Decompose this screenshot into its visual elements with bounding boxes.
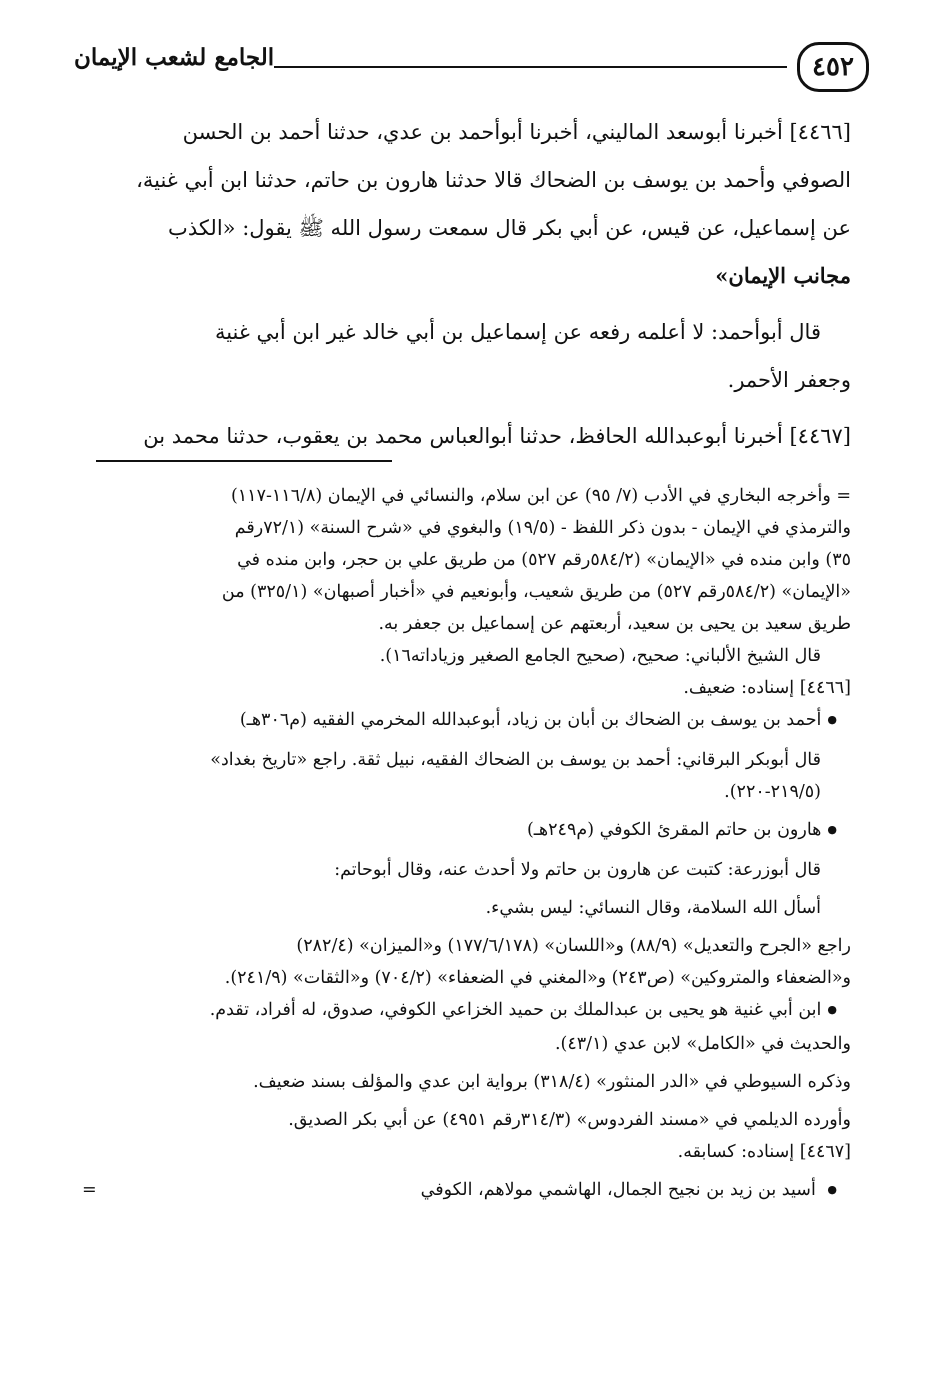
narrator-4-text: أسيد بن زيد بن نجيح الجمال، الهاشمي مولاهم، الكوفي	[420, 1180, 816, 1200]
footnote-separator	[96, 460, 392, 462]
takhrij-line-5: طريق سعيد بن يحيى بن سعيد، أربعتهم عن إسماعيل بن جعفر به.	[378, 614, 851, 634]
narrator-3-note-1: والحديث في «الكامل» لابن عدي (٤٣/١).	[554, 1034, 851, 1054]
comment-line-1: قال أبوأحمد: لا أعلمه رفعه عن إسماعيل بن أبي خالد غير ابن أبي غنية	[214, 320, 821, 344]
page-header	[74, 38, 869, 98]
isnad-4467: [٤٤٦٧] إسناده: كسابقه.	[677, 1142, 851, 1162]
comment-line-2: وجعفر الأحمر.	[727, 368, 851, 392]
hadith-4466-line-3: عن إسماعيل، عن قيس، عن أبي بكر قال سمعت رسول الله ﷺ يقول: «الكذب	[168, 216, 851, 240]
page-number: ٤٥٢	[797, 42, 869, 92]
takhrij-line-2: والترمذي في الإيمان - بدون ذكر اللفظ - (١٩/٥) والبغوي في «شرح السنة» (٧٢/١رقم	[234, 518, 851, 538]
daylami-note: وأورده الديلمي في «مسند الفردوس» (٣١٤/٣رقم ٤٩٥١) عن أبي بكر الصديق.	[288, 1110, 851, 1130]
header-rule	[274, 66, 787, 68]
suyuti-note: وذكره السيوطي في «الدر المنثور» (٣١٨/٤) برواية ابن عدي والمؤلف بسند ضعيف.	[253, 1072, 851, 1092]
narrator-2-refs-1: راجع «الجرح والتعديل» (٨٨/٩) و«اللسان» (١٧٧/٦/١٧٨) و«الميزان» (٢٨٢/٤)	[296, 936, 851, 956]
footnotes	[78, 480, 851, 1208]
narrator-bullet-3: ● ابن أبي غنية هو يحيى بن عبدالملك بن حميد الخزاعي الكوفي، صدوق، له أفراد، تقدم.	[78, 994, 851, 1028]
narrator-2-note-2: أسأل الله السلامة، وقال النسائي: ليس بشيء.	[485, 898, 821, 918]
narrator-1-note-1: قال أبوبكر البرقاني: أحمد بن يوسف بن الضحاك الفقيه، نبيل ثقة. راجع «تاريخ بغداد»	[210, 750, 821, 770]
albani-note: قال الشيخ الألباني: صحيح، (صحيح الجامع الصغير وزياداته١٦).	[379, 646, 821, 666]
continued-mark: =	[82, 1180, 97, 1200]
takhrij-line-3: ٣٥) وابن منده في «الإيمان» (٥٨٤/٢رقم ٥٢٧) من طريق علي بن حجر، وابن منده في	[237, 550, 851, 570]
main-text	[78, 108, 851, 460]
narrator-bullet-4	[78, 1174, 851, 1208]
narrator-2-note-1: قال أبوزرعة: كتبت عن هارون بن حاتم ولا أحدث عنه، وقال أبوحاتم:	[334, 860, 821, 880]
narrator-bullet-1: ● أحمد بن يوسف بن الضحاك بن أبان بن زياد، أبوعبدالله المخرمي الفقيه (م٣٠٦هـ)	[78, 704, 851, 738]
isnad-4466: [٤٤٦٦] إسناده: ضعيف.	[683, 678, 851, 698]
hadith-4466-line-1: [٤٤٦٦] أخبرنا أبوسعد الماليني، أخبرنا أبوأحمد بن عدي، حدثنا أحمد بن الحسن	[182, 120, 851, 144]
hadith-4467-line-1: [٤٤٦٧] أخبرنا أبوعبدالله الحافظ، حدثنا أبوالعباس محمد بن يعقوب، حدثنا محمد بن	[143, 424, 851, 448]
narrator-bullet-2: ● هارون بن حاتم المقرئ الكوفي (م٢٤٩هـ)	[78, 814, 851, 848]
hadith-4466-line-4: مجانب الإيمان»	[715, 263, 851, 288]
running-title: الجامع لشعب الإيمان	[74, 44, 275, 71]
narrator-2-refs-2: و«الضعفاء والمتروكين» (ص٢٤٣) و«المغني في الضعفاء» (٧٠٤/٢) و«الثقات» (٢٤١/٩).	[224, 968, 851, 988]
takhrij-line-1: = وأخرجه البخاري في الأدب (٧/ ٩٥) عن ابن سلام، والنسائي في الإيمان (١١٦/٨-١١٧)	[230, 486, 851, 506]
takhrij-line-4: «الإيمان» (٥٨٤/٢رقم ٥٢٧) من طريق شعيب، وأبونعيم في «أخبار أصبهان» (٣٢٥/١) من	[221, 582, 851, 602]
narrator-1-note-2: (٢١٩/٥-٢٢٠).	[724, 782, 821, 802]
hadith-4466-line-2: الصوفي وأحمد بن يوسف بن الضحاك قالا حدثنا هارون بن حاتم، حدثنا ابن أبي غنية،	[136, 168, 851, 192]
